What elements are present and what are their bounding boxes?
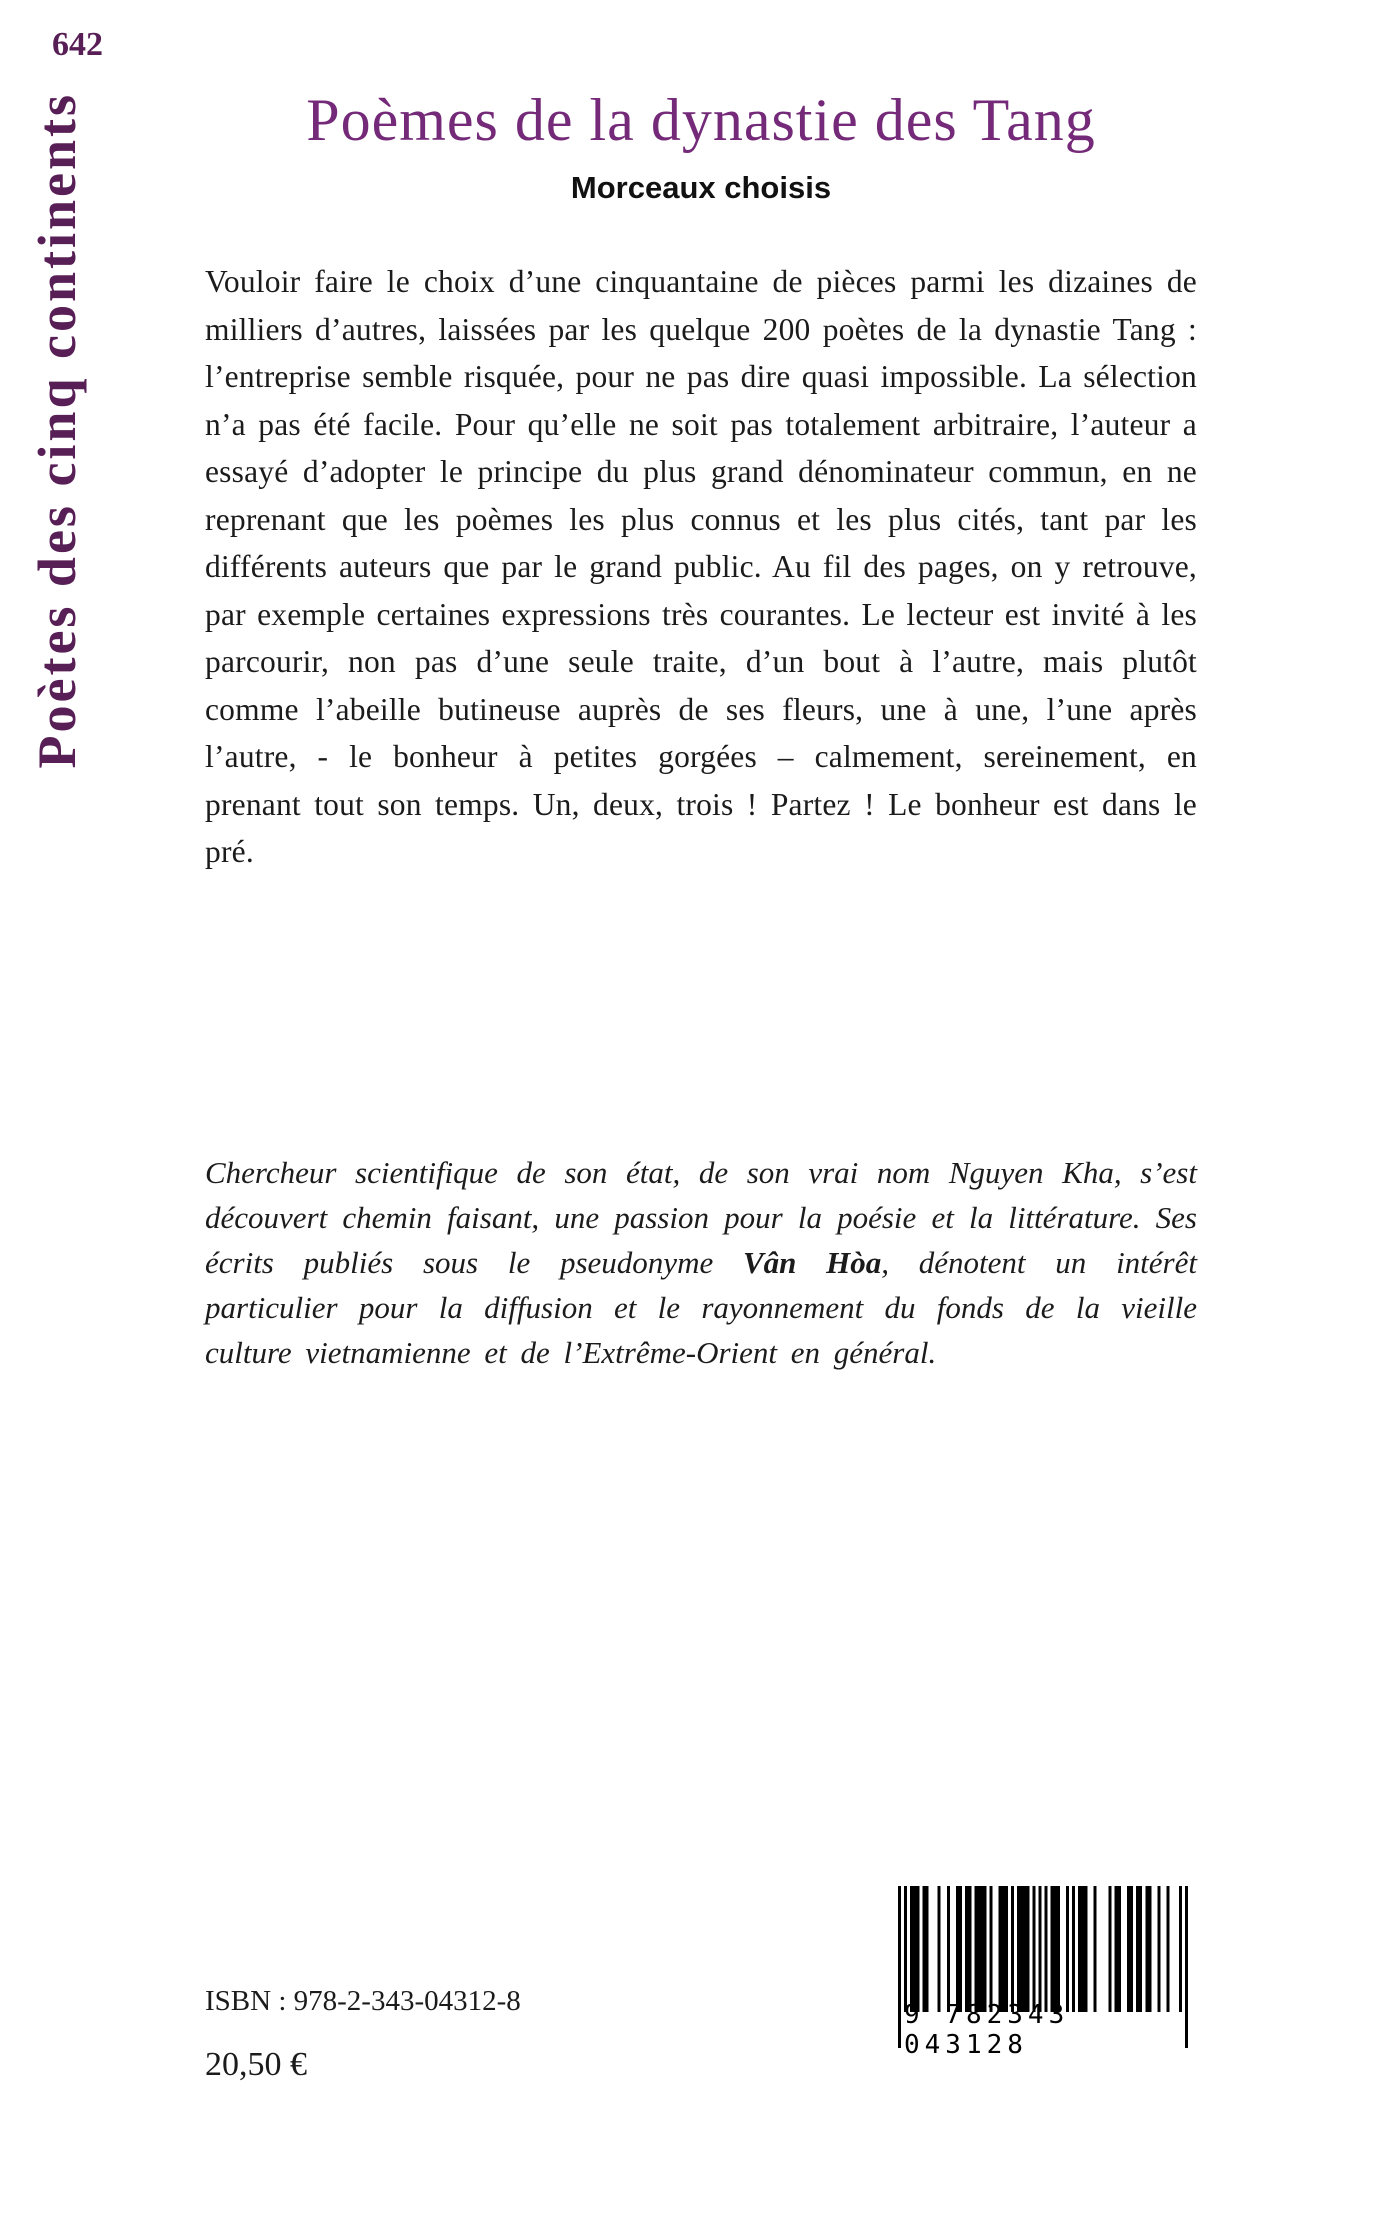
book-subtitle: Morceaux choisis [570, 170, 832, 205]
collection-number: 642 [52, 26, 103, 63]
barcode [898, 1886, 1188, 2060]
collection-title-vertical: Poètes des cinq continents [27, 92, 87, 769]
barcode-number: 9 782343 043128 [904, 2012, 1182, 2048]
author-bio-text-after: , dénotent un intérêt particulier pour la diffusion et le rayonnement du fonds de la vieille culture vietnamienne et de l’Extrême-Orient en général. [205, 1245, 1197, 1370]
author-bio [205, 1150, 1197, 1375]
back-cover-blurb: Vouloir faire le choix d’une cinquantaine de pièces parmi les dizaines de milliers d’autres, laissées par les quelque 200 poètes de la dynastie Tang : l’entreprise semble risquée, pour ne pas dire quasi impossible. La sélection n’a pas été facile. Pour qu’elle ne soit pas totalement arbitraire, l’auteur a essayé d’adopter le principe du plus grand dénominateur commun, en ne reprenant que les poèmes les plus connus et les plus cités, tant par les différents auteurs que par le grand public. Au fil des pages, on y retrouve, par exemple certaines expressions très courantes. Le lecteur est invité à les parcourir, non pas d’une seule traite, d’un bout à l’autre, mais plutôt comme l’abeille butineuse auprès de ses fleurs, une à une, l’une après l’autre, - le bonheur à petites gorgées – calmement, sereinement, en prenant tout son temps. Un, deux, trois ! Partez ! Le bonheur est dans le pré. [205, 264, 1197, 869]
book-title: Poèmes de la dynastie des Tang [306, 87, 1096, 153]
author-bio-text-before: Chercheur scientifique de son état, de son vrai nom Nguyen Kha, s’est découvert chemin faisant, une passion pour la poésie et la littérature. Ses écrits publiés sous le pseudonyme [205, 1155, 1197, 1280]
isbn: ISBN : 978-2-343-04312-8 [205, 1985, 521, 2017]
price: 20,50 € [205, 2046, 307, 2083]
author-name: Vân Hòa [742, 1245, 882, 1280]
